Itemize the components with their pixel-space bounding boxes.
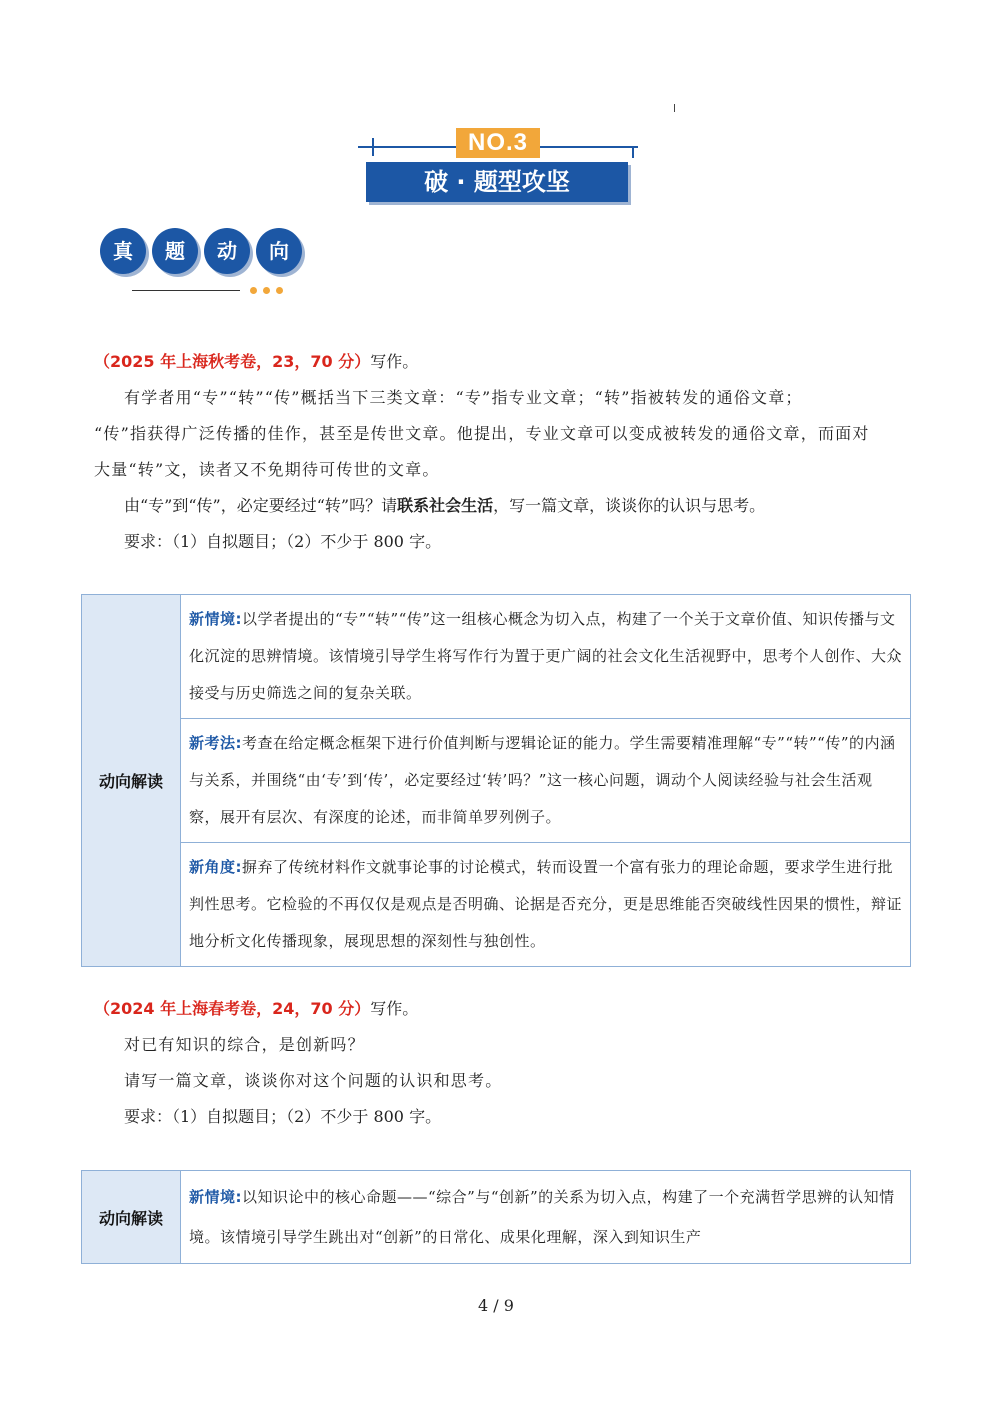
analysis-text: 以知识论中的核心命题——“综合”与“创新”的关系为切入点，构建了一个充满哲学思辨的认知情境。该情境引导学生跳出对“创新”的日常化、成果化理解，深入到知识生产 xyxy=(189,1188,895,1246)
material-line: 大量“转”文，读者又不免期待可传世的文章。 xyxy=(94,460,440,479)
question-task: 写作。 xyxy=(370,352,419,371)
material-line: 有学者用“专”“转”“传”概括当下三类文章：“专”指专业文章；“转”指被转发的通俗文章； xyxy=(124,388,803,407)
analysis-key: 新考法: xyxy=(189,734,242,752)
analysis-cell xyxy=(181,595,911,719)
page-number: 4 / 9 xyxy=(478,1296,514,1315)
question-requirement: 要求：（1）自拟题目；（2）不少于 800 字。 xyxy=(124,1107,442,1126)
material-line: “传”指获得广泛传播的佳作，甚至是传世文章。他提出，专业文章可以变成被转发的通俗文章，而面对 xyxy=(94,424,870,443)
question-1-header xyxy=(94,352,418,372)
material-line: 对已有知识的综合，是创新吗？ xyxy=(124,1035,365,1054)
question-source: （2024 年上海春考卷，24，70 分） xyxy=(94,999,371,1018)
analysis-label: 动向解读 xyxy=(82,595,181,967)
material-line: 请写一篇文章，谈谈你对这个问题的认识和思考。 xyxy=(124,1071,503,1090)
analysis-label: 动向解读 xyxy=(82,1171,181,1264)
analysis-text: 考查在给定概念框架下进行价值判断与逻辑论证的能力。学生需要精准理解“专”“转”“传”的内涵与关系，并围绕“由‘专’到‘传’，必定要经过‘转’吗？”这一核心问题，调动个人阅读经验与社会生活观察，展开有层次、有深度的论述，而非简单罗列例子。 xyxy=(189,734,896,826)
question-2-header xyxy=(94,999,418,1019)
section-title: 破 · 题型攻坚 xyxy=(366,162,628,202)
analysis-text: 以学者提出的“专”“转”“传”这一组核心概念为切入点，构建了一个关于文章价值、知识传播与文化沉淀的思辨情境。该情境引导学生将写作行为置于更广阔的社会文化生活视野中，思考个人创作、大众接受与历史筛选之间的复杂关联。 xyxy=(189,610,903,702)
topic-heading-circles xyxy=(100,228,310,298)
section-number: NO.3 xyxy=(456,128,540,158)
heading-circle: 动 xyxy=(204,228,250,274)
question-task: 写作。 xyxy=(370,999,419,1018)
analysis-key: 新情境: xyxy=(189,610,242,628)
question-requirement: 要求：（1）自拟题目；（2）不少于 800 字。 xyxy=(124,532,442,551)
analysis-key: 新角度: xyxy=(189,858,242,876)
decor-dot xyxy=(276,287,283,294)
decor-dot xyxy=(263,287,270,294)
decor-dot xyxy=(250,287,257,294)
analysis-text: 摒弃了传统材料作文就事论事的讨论模式，转而设置一个富有张力的理论命题，要求学生进行批判性思考。它检验的不再仅仅是观点是否明确、论据是否充分，更是思维能否突破线性因果的惯性，辩证地分析文化传播现象，展现思想的深刻性与独创性。 xyxy=(189,858,903,950)
prompt-text: 由“专”到“传”，必定要经过“转”吗？请 xyxy=(124,496,398,515)
prompt-emphasis: 联系社会生活 xyxy=(397,496,494,515)
heading-circle: 题 xyxy=(152,228,198,274)
question-prompt xyxy=(124,496,765,516)
analysis-key: 新情境: xyxy=(189,1188,242,1206)
section-banner xyxy=(358,124,638,208)
analysis-cell xyxy=(181,843,911,967)
analysis-table-2 xyxy=(81,1170,911,1264)
banner-line xyxy=(372,138,374,156)
question-source: （2025 年上海秋考卷，23，70 分） xyxy=(94,352,371,371)
banner-line xyxy=(632,146,634,158)
header-tick-mark xyxy=(674,104,675,112)
heading-underline xyxy=(132,290,240,291)
analysis-cell xyxy=(181,719,911,843)
prompt-text: ，写一篇文章，谈谈你的认识与思考。 xyxy=(493,496,766,515)
heading-circle: 向 xyxy=(256,228,302,274)
analysis-table-1 xyxy=(81,594,911,967)
analysis-cell xyxy=(181,1171,911,1264)
heading-circle: 真 xyxy=(100,228,146,274)
